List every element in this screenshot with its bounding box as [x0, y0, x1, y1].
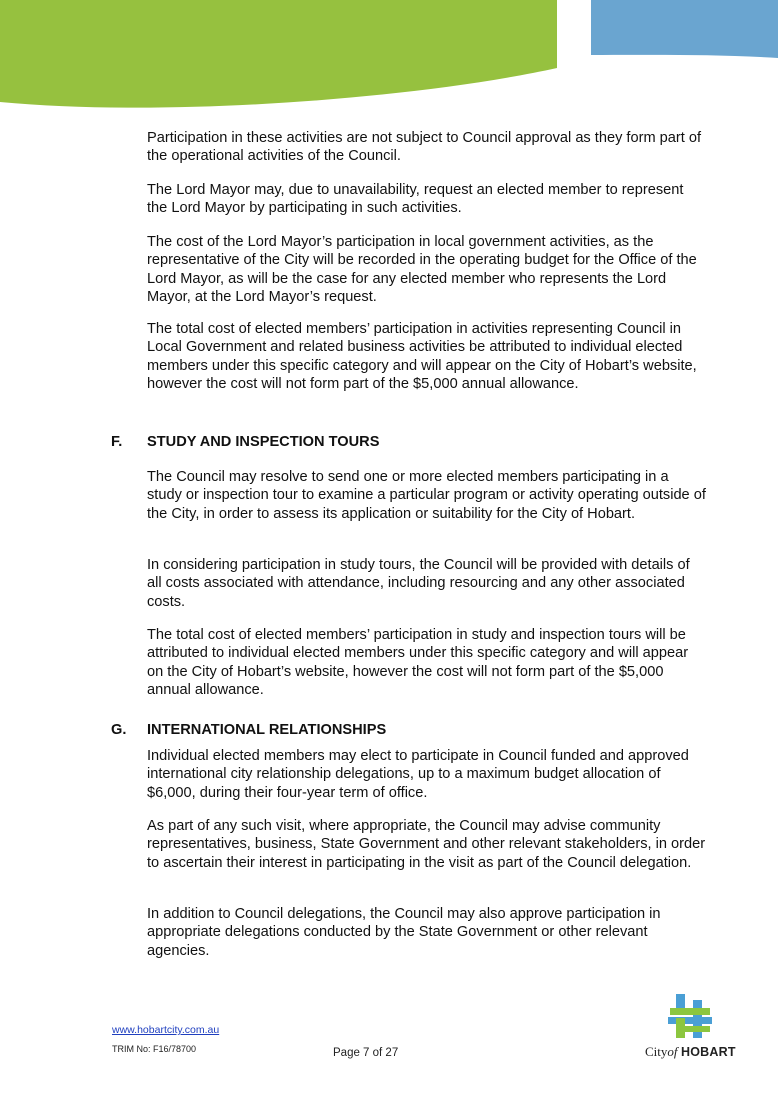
- header-decoration: [0, 0, 778, 115]
- page-number: Page 7 of 27: [333, 1047, 399, 1059]
- paragraph: Participation in these activities are not subject to Council approval as they form part of the operational activities of the Council.: [147, 130, 702, 165]
- section-f-heading: STUDY AND INSPECTION TOURS: [147, 434, 380, 450]
- logo-wordmark: Cityof HOBART: [645, 1044, 736, 1059]
- section-g-letter: G.: [111, 722, 127, 738]
- paragraph: The Council may resolve to send one or more elected members participating in a study or inspection tour to examine a particular program or activity operating outside of the City, in order to assess its application or suitability for the City of Hobart.: [147, 469, 706, 522]
- paragraph: In considering participation in study tours, the Council will be provided with details of all costs associated with attendance, including resourcing and any other associated costs.: [147, 557, 690, 610]
- paragraph: Individual elected members may elect to participate in Council funded and approved international city relationship delegations, up to a maximum budget allocation of $6,000, during their four-year term of office.: [147, 748, 689, 801]
- header-green-band: [0, 0, 557, 108]
- paragraph: As part of any such visit, where appropriate, the Council may advise community representatives, business, State Government and other relevant stakeholders, in order to ascertain their interest in participating in the visit as part of the Council delegation.: [147, 818, 706, 871]
- paragraph: The cost of the Lord Mayor’s participation in local government activities, as the representative of the City will be recorded in the operating budget for the Office of the Lord Mayor, as will be the case for any elected member who represents the Lord Mayor, at the Lord Mayor’s request.: [147, 234, 697, 305]
- section-g-heading: INTERNATIONAL RELATIONSHIPS: [147, 722, 387, 738]
- paragraph: The total cost of elected members’ participation in study and inspection tours will be attributed to individual elected members under this specific category and will appear on the City of Hobart’s website, however the cost will not form part of the $5,000 annual allowance.: [147, 627, 689, 698]
- trim-number: TRIM No: F16/78700: [112, 1044, 197, 1054]
- paragraph: The total cost of elected members’ participation in activities representing Council in Local Government and related business activities be attributed to individual elected members under this specific category and will appear on the City of Hobart’s website, however the cost will not form part of the $5,000 annual allowance.: [147, 321, 697, 392]
- website-link[interactable]: www.hobartcity.com.au: [112, 1024, 220, 1036]
- header-blue-band: [591, 0, 778, 58]
- section-f-letter: F.: [111, 434, 123, 450]
- paragraph: In addition to Council delegations, the Council may also approve participation in appropriate delegations conducted by the State Government or other relevant agencies.: [147, 906, 661, 959]
- paragraph: The Lord Mayor may, due to unavailability, request an elected member to represent the Lord Mayor by participating in such activities.: [147, 182, 684, 217]
